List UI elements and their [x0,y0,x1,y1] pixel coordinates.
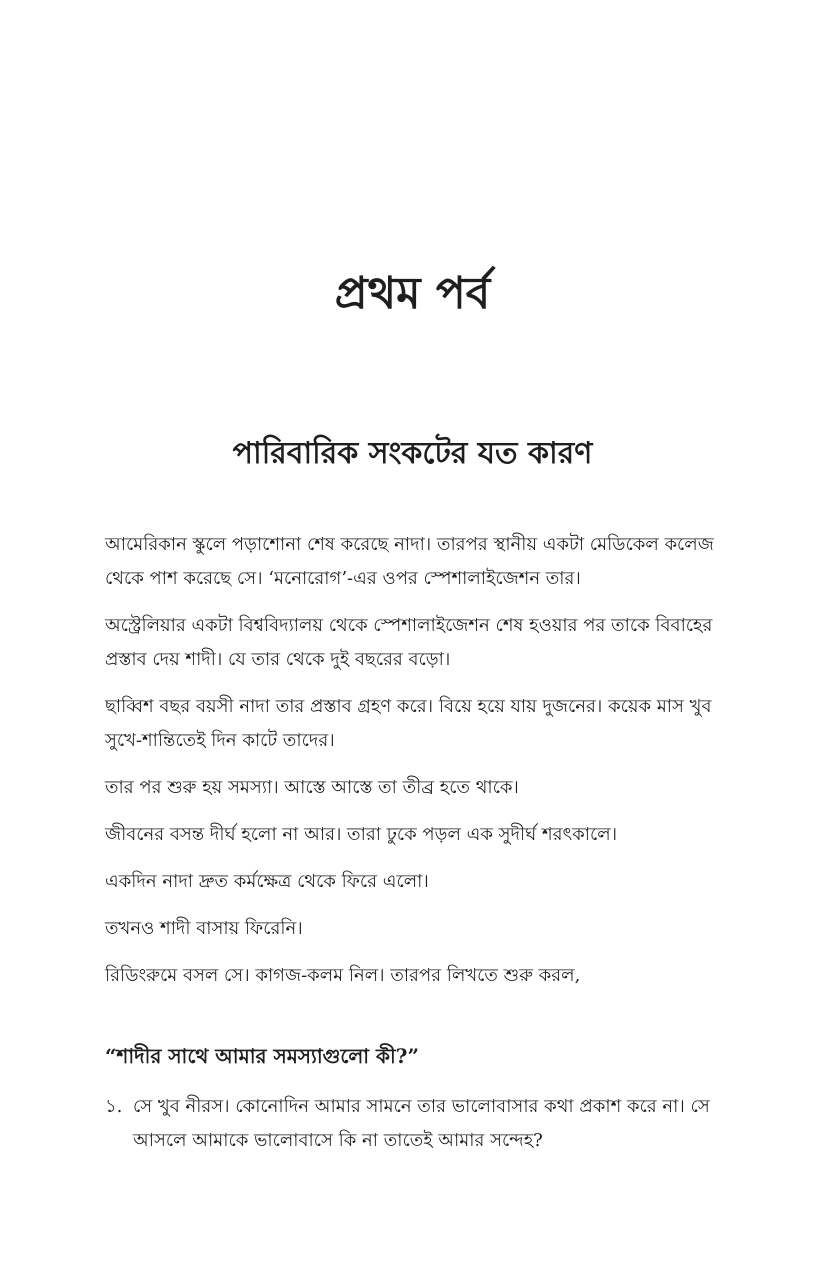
body-text [105,528,725,1006]
paragraph-6: একদিন নাদা দ্রুত কর্মক্ষেত্র থেকে ফিরে এলো। [105,871,429,892]
paragraph-4: তার পর শুরু হয় সমস্যা। আস্তে আস্তে তা তীব্র হতে থাকে। [105,777,519,798]
question-heading: “শাদীর সাথে আমার সমস্যাগুলো কী?” [105,1044,419,1068]
paragraph-2: অস্ট্রেলিয়ার একটা বিশ্ববিদ্যালয় থেকে স্পেশালাইজেশন শেষ হওয়ার পর তাকে বিবাহের প্রস্তাব দেয় শাদী। যে তার থেকে দুই বছরের বড়ো। [105,615,713,670]
list-item-number: ১. [105,1096,123,1117]
paragraph-7: তখনও শাদী বাসায় ফিরেনি। [105,918,303,939]
paragraph-1: আমেরিকান স্কুলে পড়াশোনা শেষ করেছে নাদা। তারপর স্থানীয় একটা মেডিকেল কলেজ থেকে পাশ করেছে সে। ‘মনোরোগ’-এর ওপর স্পেশালাইজেশন তার। [105,534,714,589]
paragraph-8: রিডিংরুমে বসল সে। কাগজ-কলম নিল। তারপর লিখতে শুরু করল, [105,965,581,986]
paragraph-3: ছাব্বিশ বছর বয়সী নাদা তার প্রস্তাব গ্রহণ করে। বিয়ে হয়ে যায় দুজনের। কয়েক মাস খুব সুখে-শান্তিতেই দিন কাটে তাদের। [105,696,712,751]
paragraph-5: জীবনের বসন্ত দীর্ঘ হলো না আর। তারা ঢুকে পড়ল এক সুদীর্ঘ শরৎকালে। [105,824,618,845]
list-item-text: সে খুব নীরস। কোনোদিন আমার সামনে তার ভালোবাসার কথা প্রকাশ করে না। সে আসলে আমাকে ভালোবাসে কি না তাতেই আমার সন্দেহ? [133,1096,710,1151]
chapter-title: পারিবারিক সংকটের যত কারণ [232,436,593,471]
part-title: প্রথম পর্ব [334,268,491,319]
list-item [105,1090,730,1158]
